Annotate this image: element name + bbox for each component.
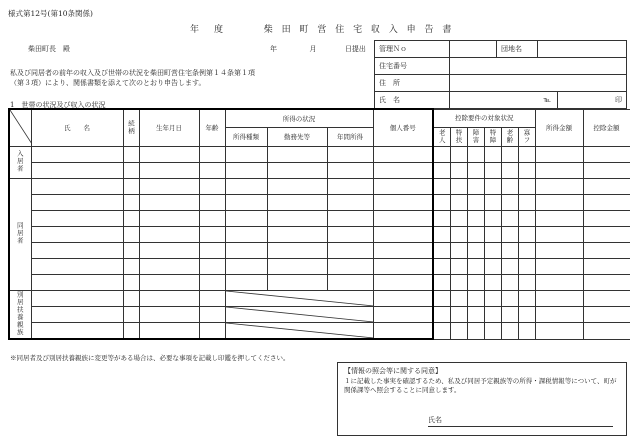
table-cell[interactable]	[450, 227, 467, 243]
diagonal-stroke	[226, 291, 374, 306]
table-row	[9, 275, 630, 291]
table-cell[interactable]	[518, 291, 535, 307]
table-cell[interactable]	[518, 211, 535, 227]
table-cell[interactable]	[433, 243, 450, 259]
table-cell[interactable]	[373, 195, 433, 211]
table-cell[interactable]	[199, 147, 225, 163]
table-row	[9, 163, 630, 179]
table-cell[interactable]	[583, 291, 630, 307]
table-cell[interactable]	[373, 323, 433, 340]
row-group-label: 別居扶養親族	[15, 291, 24, 336]
table-cell[interactable]	[225, 323, 373, 340]
address-label: 住 所	[375, 75, 450, 92]
header-deduction-special-dependent	[450, 128, 467, 147]
table-cell[interactable]	[123, 307, 139, 323]
deduction-aged-text: 老齢	[505, 128, 514, 144]
table-cell[interactable]	[535, 259, 583, 275]
table-cell[interactable]	[433, 307, 450, 323]
row-group-label: 入居者	[15, 150, 24, 173]
table-cell[interactable]	[373, 147, 433, 163]
table-cell[interactable]	[199, 195, 225, 211]
header-deduction-disability	[467, 128, 484, 147]
table-cell[interactable]	[267, 147, 327, 163]
header-workplace: 勤務先等	[267, 128, 327, 147]
consent-name-label: 氏名	[428, 416, 442, 424]
complex-name-label: 団地名	[497, 41, 538, 58]
table-cell[interactable]	[139, 291, 199, 307]
table-cell[interactable]	[583, 179, 630, 195]
table-cell[interactable]	[450, 163, 467, 179]
deduction-special-disability-text: 特障	[488, 128, 497, 144]
table-cell[interactable]	[450, 323, 467, 340]
header-deduction-group: 控除要件の対象状況	[433, 109, 535, 128]
table-cell[interactable]	[199, 259, 225, 275]
header-deduction-widow	[518, 128, 535, 147]
table-cell[interactable]	[583, 243, 630, 259]
row-group-cohabitant	[9, 179, 31, 291]
consent-title: 【情報の照会等に関する同意】	[344, 367, 442, 375]
date-month-label: 月	[309, 45, 317, 53]
table-cell[interactable]	[518, 323, 535, 340]
table-cell[interactable]	[139, 307, 199, 323]
header-personal-no: 個人番号	[373, 109, 433, 147]
header-name: 氏 名	[31, 109, 123, 147]
table-cell[interactable]	[31, 291, 123, 307]
table-cell[interactable]	[583, 195, 630, 211]
table-cell[interactable]	[199, 243, 225, 259]
table-cell[interactable]	[501, 307, 518, 323]
table-cell[interactable]	[373, 259, 433, 275]
table-row	[9, 291, 630, 307]
table-cell[interactable]	[535, 147, 583, 163]
table-cell[interactable]	[501, 195, 518, 211]
management-no-field[interactable]	[450, 41, 497, 58]
table-cell[interactable]	[501, 323, 518, 340]
table-cell[interactable]	[225, 163, 267, 179]
table-cell[interactable]	[123, 147, 139, 163]
table-cell[interactable]	[199, 179, 225, 195]
table-cell[interactable]	[31, 147, 123, 163]
table-cell[interactable]	[31, 275, 123, 291]
table-cell[interactable]	[139, 211, 199, 227]
addressee: 柴田町長 殿	[28, 45, 70, 53]
table-cell[interactable]	[267, 227, 327, 243]
table-cell[interactable]	[484, 195, 501, 211]
table-cell[interactable]	[123, 163, 139, 179]
diagonal-line	[10, 110, 32, 144]
table-cell[interactable]	[199, 275, 225, 291]
table-cell[interactable]	[450, 147, 467, 163]
table-cell[interactable]	[450, 275, 467, 291]
table-cell[interactable]	[450, 243, 467, 259]
table-row	[9, 227, 630, 243]
table-cell[interactable]	[583, 275, 630, 291]
table-cell[interactable]	[433, 163, 450, 179]
table-cell[interactable]	[535, 179, 583, 195]
table-cell[interactable]	[484, 227, 501, 243]
table-cell[interactable]	[199, 307, 225, 323]
table-cell[interactable]	[501, 163, 518, 179]
table-cell[interactable]	[518, 243, 535, 259]
unit-no-field[interactable]	[450, 58, 627, 75]
table-cell[interactable]	[501, 179, 518, 195]
table-cell[interactable]	[199, 163, 225, 179]
intro-line-1: 私及び同居者の前年の収入及び世帯の状況を柴田町営住宅条例第１４条第１項	[10, 69, 255, 77]
table-cell[interactable]	[139, 323, 199, 340]
footnote: ※同居者及び別居扶養親族に変更等がある場合は、必要な事項を記載し印鑑を押してください。	[10, 354, 290, 362]
header-income-type: 所得種類	[225, 128, 267, 147]
table-cell[interactable]	[123, 195, 139, 211]
table-cell[interactable]	[373, 307, 433, 323]
table-cell[interactable]	[484, 323, 501, 340]
table-cell[interactable]	[501, 147, 518, 163]
dependent-diagonal-line	[226, 307, 374, 322]
title-main: 柴 田 町 営 住 宅 収 入 申 告 書	[263, 25, 455, 35]
table-cell[interactable]	[373, 227, 433, 243]
table-cell[interactable]	[433, 275, 450, 291]
table-cell[interactable]	[139, 195, 199, 211]
table-cell[interactable]	[139, 275, 199, 291]
table-cell[interactable]	[433, 211, 450, 227]
table-cell[interactable]	[31, 227, 123, 243]
table-cell[interactable]	[433, 227, 450, 243]
table-cell[interactable]	[433, 291, 450, 307]
phone-field[interactable]	[450, 92, 558, 109]
table-cell[interactable]	[501, 291, 518, 307]
table-cell[interactable]	[31, 179, 123, 195]
address-field[interactable]	[450, 75, 627, 92]
table-row	[9, 323, 630, 340]
table-cell[interactable]	[225, 195, 267, 211]
table-cell[interactable]	[518, 147, 535, 163]
table-cell[interactable]	[31, 163, 123, 179]
header-deduction-amount: 控除金額	[583, 109, 630, 147]
table-cell[interactable]	[139, 243, 199, 259]
table-cell[interactable]	[484, 291, 501, 307]
table-cell[interactable]	[199, 323, 225, 340]
table-cell[interactable]	[267, 243, 327, 259]
table-cell[interactable]	[433, 147, 450, 163]
table-cell[interactable]	[225, 259, 267, 275]
table-cell[interactable]	[199, 211, 225, 227]
table-cell[interactable]	[518, 307, 535, 323]
table-cell[interactable]	[467, 211, 484, 227]
table-cell[interactable]	[199, 291, 225, 307]
table-cell[interactable]	[373, 275, 433, 291]
table-cell[interactable]	[518, 195, 535, 211]
table-cell[interactable]	[583, 211, 630, 227]
table-cell[interactable]	[450, 259, 467, 275]
table-cell[interactable]	[467, 179, 484, 195]
consent-body: １に記載した事実を確認するため、私及び同居予定親族等の所得・課税情報等について、町が関係課等へ照会することに同意します。	[344, 377, 617, 394]
intro-text	[10, 68, 255, 88]
table-cell[interactable]	[31, 259, 123, 275]
table-cell[interactable]	[123, 243, 139, 259]
table-cell[interactable]	[467, 227, 484, 243]
table-cell[interactable]	[484, 211, 501, 227]
table-cell[interactable]	[535, 211, 583, 227]
table-cell[interactable]	[535, 275, 583, 291]
table-cell[interactable]	[31, 195, 123, 211]
table-cell[interactable]	[327, 211, 373, 227]
submission-date	[270, 44, 366, 54]
title-year: 年 度	[190, 25, 227, 35]
table-cell[interactable]	[327, 163, 373, 179]
table-cell[interactable]	[31, 323, 123, 340]
table-cell[interactable]	[139, 179, 199, 195]
table-cell[interactable]	[225, 275, 267, 291]
table-cell[interactable]	[373, 163, 433, 179]
table-cell[interactable]	[583, 163, 630, 179]
table-cell[interactable]	[267, 211, 327, 227]
table-cell[interactable]	[123, 259, 139, 275]
name-label: 氏 名	[375, 92, 450, 109]
table-cell[interactable]	[467, 163, 484, 179]
table-cell[interactable]	[467, 259, 484, 275]
phone-label: ℡	[543, 96, 551, 104]
seal-label: 印	[615, 96, 622, 104]
date-day-label: 日提出	[344, 45, 366, 53]
form-number: 様式第12号(第10条関係)	[8, 9, 93, 18]
table-cell[interactable]	[123, 211, 139, 227]
table-cell[interactable]	[123, 323, 139, 340]
table-cell[interactable]	[267, 259, 327, 275]
table-cell[interactable]	[225, 307, 373, 323]
deduction-widow-text: 寡フ	[522, 128, 531, 144]
table-row	[9, 147, 630, 163]
table-cell[interactable]	[433, 323, 450, 340]
table-cell[interactable]	[373, 211, 433, 227]
table-cell[interactable]	[501, 211, 518, 227]
table-cell[interactable]	[327, 179, 373, 195]
table-cell[interactable]	[123, 291, 139, 307]
table-cell[interactable]	[327, 147, 373, 163]
table-cell[interactable]	[267, 163, 327, 179]
header-age: 年齢	[199, 109, 225, 147]
table-cell[interactable]	[535, 243, 583, 259]
table-cell[interactable]	[518, 275, 535, 291]
table-cell[interactable]	[31, 243, 123, 259]
header-income-status: 所得の状況	[225, 109, 373, 128]
date-year-label: 年	[270, 45, 277, 53]
table-cell[interactable]	[467, 195, 484, 211]
row-group-dependent	[9, 291, 31, 340]
table-cell[interactable]	[583, 227, 630, 243]
header-deduction-aged	[501, 128, 518, 147]
table-cell[interactable]	[484, 163, 501, 179]
diagonal-header-cell	[9, 109, 31, 147]
row-group-label: 同居者	[15, 222, 24, 245]
table-cell[interactable]	[450, 195, 467, 211]
table-cell[interactable]	[484, 307, 501, 323]
table-cell[interactable]	[225, 227, 267, 243]
table-cell[interactable]	[31, 211, 123, 227]
table-cell[interactable]	[225, 211, 267, 227]
table-cell[interactable]	[501, 243, 518, 259]
table-cell[interactable]	[225, 147, 267, 163]
table-cell[interactable]	[583, 307, 630, 323]
table-cell[interactable]	[327, 195, 373, 211]
deduction-elderly-text: 老人	[437, 128, 446, 144]
table-cell[interactable]	[501, 227, 518, 243]
table-cell[interactable]	[225, 291, 373, 307]
table-cell[interactable]	[518, 179, 535, 195]
table-row	[9, 179, 630, 195]
table-cell[interactable]	[225, 243, 267, 259]
header-relation	[123, 109, 139, 147]
dependent-diagonal-line	[226, 291, 374, 306]
table-cell[interactable]	[501, 275, 518, 291]
table-cell[interactable]	[123, 227, 139, 243]
table-cell[interactable]	[31, 307, 123, 323]
section-title: 1 世帯の状況及び収入の状況	[10, 101, 106, 109]
table-cell[interactable]	[484, 243, 501, 259]
table-cell[interactable]	[467, 307, 484, 323]
table-cell[interactable]	[583, 147, 630, 163]
table-cell[interactable]	[225, 179, 267, 195]
table-cell[interactable]	[518, 259, 535, 275]
header-deduction-elderly	[433, 128, 450, 147]
table-cell[interactable]	[501, 259, 518, 275]
table-row	[9, 307, 630, 323]
table-row	[9, 243, 630, 259]
table-cell[interactable]	[327, 243, 373, 259]
table-cell[interactable]	[535, 323, 583, 340]
table-row	[9, 211, 630, 227]
table-cell[interactable]	[433, 179, 450, 195]
consent-box	[337, 362, 627, 436]
header-relation-text: 続柄	[127, 119, 135, 135]
header-annual-income: 年間所得	[327, 128, 373, 147]
table-cell[interactable]	[267, 275, 327, 291]
table-cell[interactable]	[484, 179, 501, 195]
table-cell[interactable]	[327, 227, 373, 243]
table-cell[interactable]	[123, 275, 139, 291]
table-cell[interactable]	[139, 227, 199, 243]
seal-field[interactable]	[558, 92, 627, 109]
table-cell[interactable]	[450, 291, 467, 307]
household-income-table	[8, 108, 630, 340]
table-cell[interactable]	[535, 227, 583, 243]
complex-name-field[interactable]	[538, 41, 627, 58]
table-cell[interactable]	[467, 147, 484, 163]
header-income-amount: 所得金額	[535, 109, 583, 147]
table-cell[interactable]	[139, 259, 199, 275]
table-cell[interactable]	[535, 195, 583, 211]
table-cell[interactable]	[467, 291, 484, 307]
dependent-diagonal-line	[226, 323, 374, 338]
table-cell[interactable]	[327, 259, 373, 275]
unit-no-label: 住宅番号	[375, 58, 450, 75]
table-row	[9, 195, 630, 211]
table-cell[interactable]	[433, 195, 450, 211]
table-cell[interactable]	[467, 243, 484, 259]
deduction-special-dependent-text: 特扶	[454, 128, 463, 144]
table-cell[interactable]	[518, 163, 535, 179]
table-cell[interactable]	[535, 291, 583, 307]
table-cell[interactable]	[583, 323, 630, 340]
table-cell[interactable]	[373, 243, 433, 259]
management-no-label: 管理Ｎｏ	[375, 41, 450, 58]
table-cell[interactable]	[373, 291, 433, 307]
table-cell[interactable]	[450, 307, 467, 323]
table-cell[interactable]	[450, 179, 467, 195]
table-cell[interactable]	[267, 179, 327, 195]
table-cell[interactable]	[467, 275, 484, 291]
page-title	[190, 22, 454, 35]
row-group-applicant	[9, 147, 31, 179]
table-cell[interactable]	[139, 147, 199, 163]
table-cell[interactable]	[484, 147, 501, 163]
header-birth: 生年月日	[139, 109, 199, 147]
diagonal-stroke	[226, 323, 374, 338]
table-cell[interactable]	[518, 227, 535, 243]
deduction-disability-text: 障害	[471, 128, 480, 144]
table-row	[9, 259, 630, 275]
table-cell[interactable]	[535, 163, 583, 179]
table-cell[interactable]	[327, 275, 373, 291]
table-cell[interactable]	[535, 307, 583, 323]
table-cell[interactable]	[373, 179, 433, 195]
header-deduction-special-disability	[484, 128, 501, 147]
table-cell[interactable]	[484, 275, 501, 291]
table-cell[interactable]	[267, 195, 327, 211]
intro-line-2: （第３項）により、関係書類を添えて次のとおり申告します。	[10, 79, 206, 87]
table-cell[interactable]	[467, 323, 484, 340]
admin-info-table	[374, 40, 627, 109]
table-cell[interactable]	[123, 179, 139, 195]
table-cell[interactable]	[450, 211, 467, 227]
table-cell[interactable]	[484, 259, 501, 275]
table-cell[interactable]	[583, 259, 630, 275]
table-cell[interactable]	[199, 227, 225, 243]
consent-signature-line[interactable]	[428, 415, 613, 427]
diagonal-stroke	[226, 307, 374, 322]
table-cell[interactable]	[139, 163, 199, 179]
table-cell[interactable]	[433, 259, 450, 275]
